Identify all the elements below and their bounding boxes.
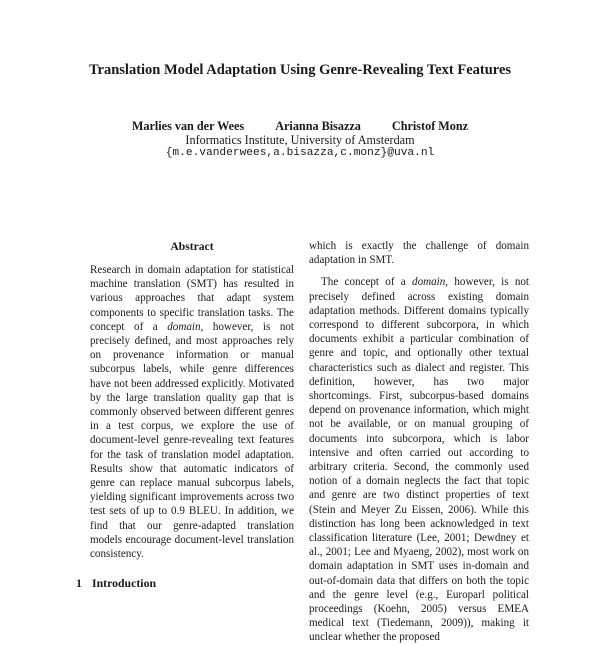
abstract-heading: Abstract xyxy=(170,240,214,253)
section-title: Introduction xyxy=(92,576,157,590)
section-heading xyxy=(76,576,156,591)
author-email: {m.e.vanderwees,a.bisazza,c.monz}@uva.nl xyxy=(165,147,435,159)
author-name: Marlies van der Wees xyxy=(131,119,245,133)
body-paragraph: The concept of a domain, however, is not precisely defined across existing domain adaptation methods. Different domains typically correspond to different subcorpora, in which documents exhibit a particular combination of genre and topic, and optionally other textual characteristics such as dialect and register. This definition, however, has two major shortcomings. First, subcorpus-based domains depend on provenance information, which might not be available, or on manual grouping of documents into subcorpora, which is labor intensive and often carried out according to arbitrary criteria. Second, the commonly used notion of a domain neglects the fact that topic and genre are two distinct properties of text (Stein and Meyer Zu Eissen, 2006). While this distinction has long been acknowledged in text classification literature (Lee, 2001; Dewdney et al., 2001; Lee and Myaeng, 2002), most work on domain adaptation in SMT uses in-domain and out-of-domain data that differs on both the topic and the genre level (e.g., Europarl political proceedings (Koehn, 2005) versus EMEA medical text (Tiedemann, 2009)), making it unclear whether the proposed xyxy=(309,276,529,644)
section-number: 1 xyxy=(76,576,82,590)
right-column xyxy=(309,239,529,645)
body-paragraph: which is exactly the challenge of domain adaptation in SMT. xyxy=(309,240,529,267)
author-name: Christof Monz xyxy=(391,119,469,133)
paper-title: Translation Model Adaptation Using Genre-Revealing Text Features xyxy=(88,62,512,78)
author-list xyxy=(0,119,600,134)
author-name: Arianna Bisazza xyxy=(275,119,361,133)
author-affiliation: Informatics Institute, University of Amsterdam xyxy=(185,133,415,147)
abstract-text: Research in domain adaptation for statistical machine translation (SMT) has resulted in various approaches that adapt system components to specific translation tasks. The concept of a domain, however, is not precisely defined, and most approaches rely on provenance information or manual subcorpus labels, while genre differences have not been addressed explicitly. Motivated by the large translation quality gap that is commonly observed between different genres in a test corpus, we explore the use of document-level genre-revealing text features for the task of translation model adaptation. Results show that automatic indicators of genre can replace manual subcorpus labels, yielding significant improvements across two test sets of up to 0.9 BLEU. In addition, we find that our genre-adapted translation models encourage document-level translation consistency. xyxy=(90,264,294,561)
